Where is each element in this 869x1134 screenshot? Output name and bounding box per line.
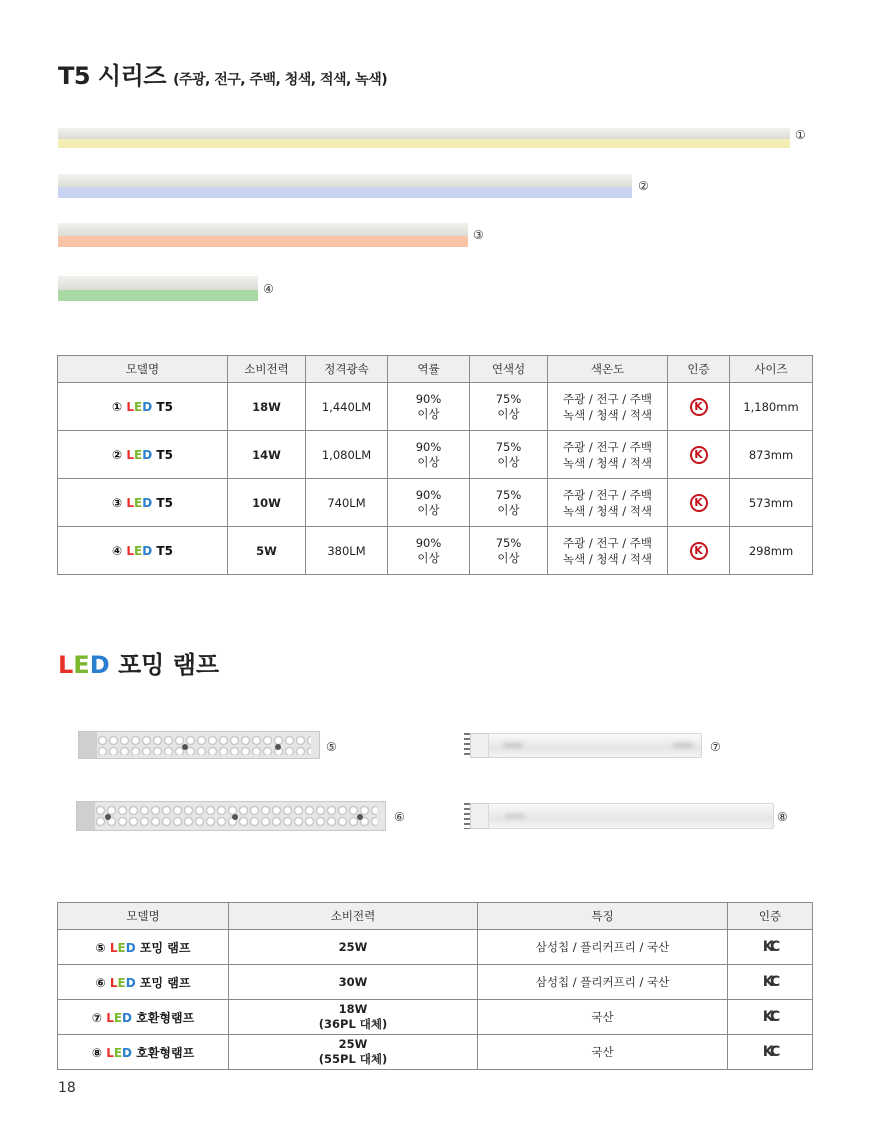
led-module-image-5 xyxy=(78,731,320,759)
header-power: 소비전력 xyxy=(229,903,478,930)
feature-cell: 국산 xyxy=(478,1035,728,1070)
tube-number-3: ③ xyxy=(473,228,484,242)
t5-header-row xyxy=(58,356,813,383)
pf-cell: 90% 이상 xyxy=(388,527,470,575)
pl-lamp-image-8 xyxy=(464,803,774,829)
k-cert-icon: K xyxy=(690,494,708,512)
header-color-temp: 색온도 xyxy=(548,356,668,383)
model-cell: ② LED T5 xyxy=(58,431,228,479)
model-cell: ⑤ LED 포밍 램프 xyxy=(58,930,229,965)
pf-cell: 90% 이상 xyxy=(388,383,470,431)
header-cert: 인증 xyxy=(668,356,730,383)
feature-cell: 삼성칩 / 플리커프리 / 국산 xyxy=(478,930,728,965)
table-row xyxy=(58,930,813,965)
table-row xyxy=(58,965,813,1000)
table-row xyxy=(58,383,813,431)
model-cell: ④ LED T5 xyxy=(58,527,228,575)
pf-cell: 90% 이상 xyxy=(388,479,470,527)
cri-cell: 75% 이상 xyxy=(470,383,548,431)
pf-cell: 90% 이상 xyxy=(388,431,470,479)
k-cert-icon: K xyxy=(690,542,708,560)
k-cert-icon: K xyxy=(690,446,708,464)
power-cell: 25W (55PL 대체) xyxy=(229,1035,478,1070)
k-cert-icon: K xyxy=(690,398,708,416)
kc-cert-icon: KC xyxy=(762,1009,778,1025)
color-temp-cell: 주광 / 전구 / 주백 녹색 / 청색 / 적색 xyxy=(548,383,668,431)
lumen-cell: 1,080LM xyxy=(306,431,388,479)
cri-cell: 75% 이상 xyxy=(470,527,548,575)
table-row xyxy=(58,479,813,527)
model-cell: ⑧ LED 호환형램프 xyxy=(58,1035,229,1070)
model-cell: ⑥ LED 포밍 램프 xyxy=(58,965,229,1000)
page-number: 18 xyxy=(58,1080,76,1096)
forming-lamp-spec-table xyxy=(57,902,813,1070)
size-cell: 1,180mm xyxy=(730,383,813,431)
power-cell: 5W xyxy=(228,527,306,575)
t5-series-title: T5 시리즈 xyxy=(58,62,166,90)
image-number-6: ⑥ xyxy=(394,810,405,824)
cri-cell: 75% 이상 xyxy=(470,479,548,527)
model-cell: ⑦ LED 호환형램프 xyxy=(58,1000,229,1035)
size-cell: 573mm xyxy=(730,479,813,527)
tube-number-2: ② xyxy=(638,179,649,193)
header-pf: 역률 xyxy=(388,356,470,383)
model-cell: ① LED T5 xyxy=(58,383,228,431)
header-model: 모델명 xyxy=(58,903,229,930)
tube-image-1 xyxy=(58,128,790,148)
lumen-cell: 1,440LM xyxy=(306,383,388,431)
header-power: 소비전력 xyxy=(228,356,306,383)
color-temp-cell: 주광 / 전구 / 주백 녹색 / 청색 / 적색 xyxy=(548,479,668,527)
table-row xyxy=(58,527,813,575)
power-cell: 18W xyxy=(228,383,306,431)
image-number-7: ⑦ xyxy=(710,740,721,754)
header-size: 사이즈 xyxy=(730,356,813,383)
header-cert: 인증 xyxy=(728,903,813,930)
tube-image-2 xyxy=(58,174,632,198)
tube-number-1: ① xyxy=(795,128,806,142)
section-title-forming-lamp: LED 포밍 램프 xyxy=(58,651,220,679)
feature-cell: 삼성칩 / 플리커프리 / 국산 xyxy=(478,965,728,1000)
size-cell: 298mm xyxy=(730,527,813,575)
table-row xyxy=(58,1000,813,1035)
color-temp-cell: 주광 / 전구 / 주백 녹색 / 청색 / 적색 xyxy=(548,431,668,479)
header-feature: 특징 xyxy=(478,903,728,930)
model-cell: ③ LED T5 xyxy=(58,479,228,527)
kc-cert-icon: KC xyxy=(762,1044,778,1060)
tube-image-3 xyxy=(58,223,468,247)
t5-series-subtitle: (주광, 전구, 주백, 청색, 적색, 녹색) xyxy=(173,72,388,88)
header-lumen: 정격광속 xyxy=(306,356,388,383)
cert-cell xyxy=(668,431,730,479)
image-number-5: ⑤ xyxy=(326,740,337,754)
kc-cert-icon: KC xyxy=(762,939,778,955)
lumen-cell: 740LM xyxy=(306,479,388,527)
forming-lamp-title: 포밍 램프 xyxy=(117,651,220,679)
t5-spec-table xyxy=(57,355,813,575)
power-cell: 18W (36PL 대체) xyxy=(229,1000,478,1035)
tube-image-4 xyxy=(58,276,258,301)
image-number-8: ⑧ xyxy=(777,810,788,824)
power-cell: 10W xyxy=(228,479,306,527)
cert-cell xyxy=(668,527,730,575)
table-row xyxy=(58,1035,813,1070)
header-model: 모델명 xyxy=(58,356,228,383)
cert-cell xyxy=(728,1000,813,1035)
led-module-image-6 xyxy=(76,801,386,831)
cri-cell: 75% 이상 xyxy=(470,431,548,479)
cert-cell xyxy=(668,479,730,527)
lumen-cell: 380LM xyxy=(306,527,388,575)
power-cell: 25W xyxy=(229,930,478,965)
power-cell: 30W xyxy=(229,965,478,1000)
header-cri: 연색성 xyxy=(470,356,548,383)
size-cell: 873mm xyxy=(730,431,813,479)
feature-cell: 국산 xyxy=(478,1000,728,1035)
tube-number-4: ④ xyxy=(263,282,274,296)
pl-lamp-image-7 xyxy=(464,733,702,758)
section-title-t5 xyxy=(58,56,387,91)
color-temp-cell: 주광 / 전구 / 주백 녹색 / 청색 / 적색 xyxy=(548,527,668,575)
table-row xyxy=(58,431,813,479)
power-cell: 14W xyxy=(228,431,306,479)
forming-header-row xyxy=(58,903,813,930)
cert-cell xyxy=(728,965,813,1000)
kc-cert-icon: KC xyxy=(762,974,778,990)
cert-cell xyxy=(668,383,730,431)
cert-cell xyxy=(728,930,813,965)
cert-cell xyxy=(728,1035,813,1070)
